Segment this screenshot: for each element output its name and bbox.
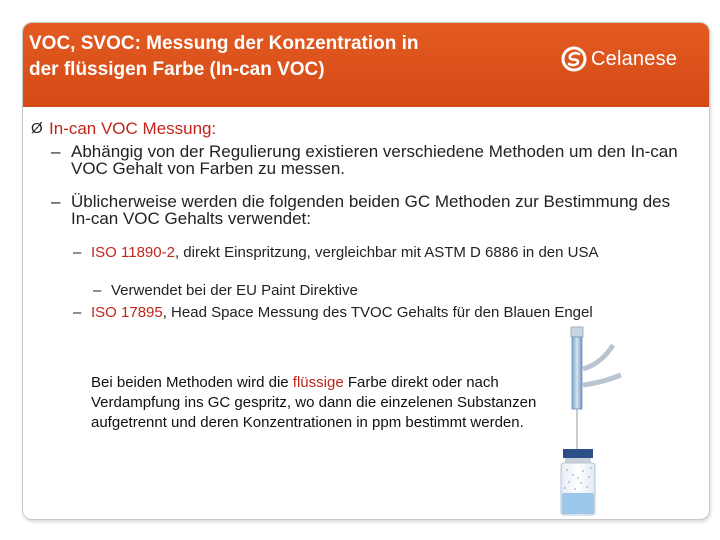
bullet-level1-text: In-can VOC Messung: [49, 119, 217, 138]
iso-11890-2-label: ISO 11890-2 [91, 244, 175, 261]
bullet-level1 [31, 119, 691, 139]
summary-before: Bei beiden Methoden wird die [91, 374, 293, 391]
bullet-level3-text [91, 305, 673, 321]
dash-bullet: – [73, 304, 82, 321]
bullet-level3 [73, 305, 673, 321]
dash-bullet: – [73, 244, 82, 261]
bullet-level3-rest: , Head Space Messung des TVOC Gehalts für den Blauen Engel [162, 304, 593, 321]
slide-frame [22, 22, 710, 520]
bullet-level2-text: Abhängig von der Regulierung existieren verschiedene Methoden um den In-can VOC Gehalt von Farben zu messen. [71, 142, 678, 178]
bullet-level3-text: Verwendet bei der EU Paint Direktive [111, 282, 358, 299]
bullet-level2 [51, 143, 691, 177]
summary-paragraph [91, 373, 551, 433]
bullet-level3 [73, 245, 673, 261]
celanese-logo-icon [561, 46, 587, 72]
dash-bullet: – [51, 142, 61, 161]
arrow-bullet-icon: Ø [31, 120, 43, 137]
celanese-logo [561, 43, 701, 75]
summary-highlight: flüssige [292, 374, 344, 391]
summary-after: Farbe direkt oder nach Verdampfung ins GC gespritz, wo dann die einzelenen Substanzen aufgetrennt und deren Konzentrationen in ppm bestimmt werden. [91, 374, 537, 431]
bullet-level3-text [91, 245, 673, 261]
slide-header [23, 23, 709, 107]
dash-bullet: – [51, 192, 61, 211]
bullet-level2-text: Üblicherweise werden die folgenden beiden GC Methoden zur Bestimmung des In-can VOC Gehalts verwendet: [71, 192, 671, 228]
syringe-vial-illustration [547, 325, 633, 520]
slide-body [23, 107, 709, 519]
bullet-level2 [51, 193, 691, 227]
slide-title: VOC, SVOC: Messung der Konzentration in der flüssigen Farbe (In-can VOC) [29, 33, 419, 80]
bullet-level3-rest: , direkt Einspritzung, vergleichbar mit ASTM D 6886 in den USA [174, 244, 599, 261]
dash-bullet: – [93, 282, 102, 299]
bullet-level3-sub [93, 283, 653, 299]
logo-text: Celanese [591, 47, 678, 70]
iso-17895-label: ISO 17895 [91, 304, 163, 321]
